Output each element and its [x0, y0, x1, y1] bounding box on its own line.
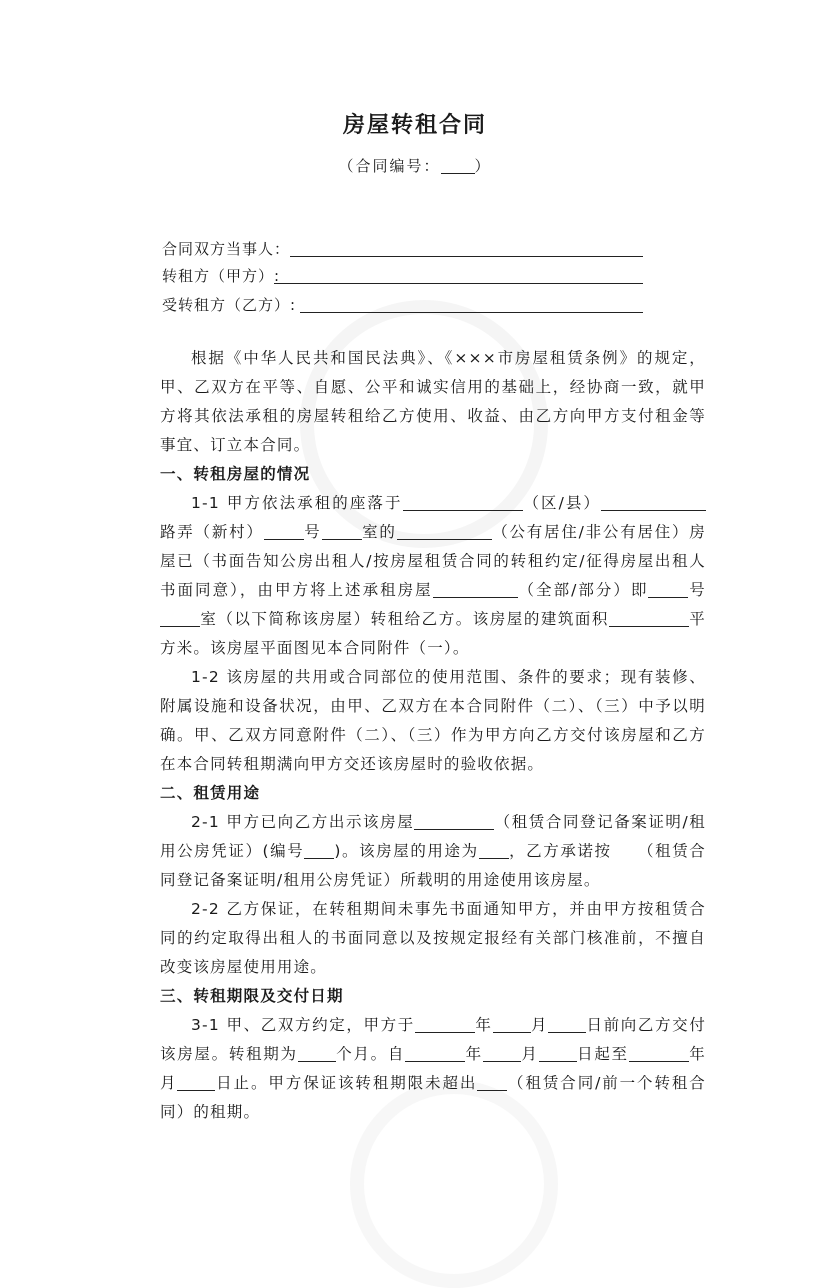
start-year-blank[interactable]: [405, 1044, 465, 1062]
clause-3-1: 3-1 甲、乙双方约定，甲方于 年 月 日前向乙方交付该房屋。转租期为 个月。自 年 月 日起至 年月 日止。甲方保证该转租期限未超出 （租赁合同/前一个转租合同）的租期。: [160, 1016, 707, 1121]
certificate-blank[interactable]: [414, 812, 494, 830]
contract-number-label: （合同编号：: [338, 157, 441, 175]
usage-blank[interactable]: [479, 841, 509, 859]
contract-body: [160, 344, 706, 1127]
room-blank[interactable]: [322, 522, 362, 540]
sub-number-blank[interactable]: [648, 580, 688, 598]
cert-number-blank[interactable]: [304, 841, 334, 859]
scope-blank[interactable]: [433, 580, 518, 598]
section-1-heading: 一、转租房屋的情况: [160, 465, 311, 483]
section-3-heading: 三、转租期限及交付日期: [160, 987, 344, 1005]
party-blank-a[interactable]: [274, 283, 643, 284]
deliver-year-blank[interactable]: [415, 1015, 475, 1033]
area-blank[interactable]: [609, 609, 689, 627]
deliver-day-blank[interactable]: [548, 1015, 586, 1033]
type-blank[interactable]: [397, 522, 492, 540]
page-title: 房屋转租合同: [342, 113, 487, 138]
party-label-both: 合同双方当事人：: [162, 240, 291, 258]
clause-1-1: 1-1 甲方依法承租的座落于 （区/县）路弄（新村） 号 室的 （公有居住/非公有居住）房屋已（书面告知公房出租人/按房屋租赁合同的转租约定/征得房屋出租人书面同意），由甲方将上述承租房屋 （全部/部分）即 号室（以下简称该房屋）转租给乙方。该房屋的建筑面积 平方米。该房屋平面图见本合同附件（一）。: [160, 494, 707, 657]
party-blank-both[interactable]: [290, 256, 643, 257]
end-year-blank[interactable]: [629, 1044, 689, 1062]
deliver-month-blank[interactable]: [493, 1015, 531, 1033]
start-month-blank[interactable]: [483, 1044, 521, 1062]
party-label-b: 受转租方（乙方）:: [162, 296, 297, 314]
clause-1-2: 1-2 该房屋的共用或合同部位的使用范围、条件的要求；现有装修、附属设施和设备状况，由甲、乙双方在本合同附件（二）、（三）中予以明确。甲、乙双方同意附件（二）、（三）作为甲方向乙方交付该房屋和乙方在本合同转租期满向甲方交还该房屋时的验收依据。: [160, 668, 706, 773]
party-blank-b[interactable]: [300, 312, 643, 313]
party-label-a: 转租方（甲方）:: [162, 267, 281, 285]
end-day-blank[interactable]: [177, 1073, 215, 1091]
start-day-blank[interactable]: [539, 1044, 577, 1062]
district-blank[interactable]: [601, 493, 706, 511]
address-blank[interactable]: [403, 493, 523, 511]
contract-number-line: （合同编号： ）: [338, 157, 492, 175]
party-line-b: [162, 294, 296, 315]
intro-paragraph: 根据《中华人民共和国民法典》、《×××市房屋租赁条例》的规定，甲、乙双方在平等、自愿、公平和诚实信用的基础上，经协商一致，就甲方将其依法承租的房屋转租给乙方使用、收益、由乙方向甲方支付租金等事宜、订立本合同。: [160, 349, 706, 454]
party-line-a: [162, 265, 280, 286]
clause-2-2: 2-2 乙方保证，在转租期间未事先书面通知甲方，并由甲方按租赁合同的约定取得出租人的书面同意以及按规定报经有关部门核准前，不擅自改变该房屋使用用途。: [160, 900, 706, 976]
number-blank[interactable]: [264, 522, 304, 540]
sub-room-blank[interactable]: [160, 609, 200, 627]
term-months-blank[interactable]: [298, 1044, 336, 1062]
section-2-heading: 二、租赁用途: [160, 784, 261, 802]
party-line-both: [162, 238, 290, 259]
contract-number-blank[interactable]: [441, 156, 475, 174]
clause-2-1: 2-1 甲方已向乙方出示该房屋 （租赁合同登记备案证明/租用公房凭证）(编号 )。该房屋的用途为 ，乙方承诺按 （租赁合同登记备案证明/租用公房凭证）所载明的用途使用该房屋。: [160, 813, 707, 889]
lease-limit-blank[interactable]: [477, 1073, 507, 1091]
